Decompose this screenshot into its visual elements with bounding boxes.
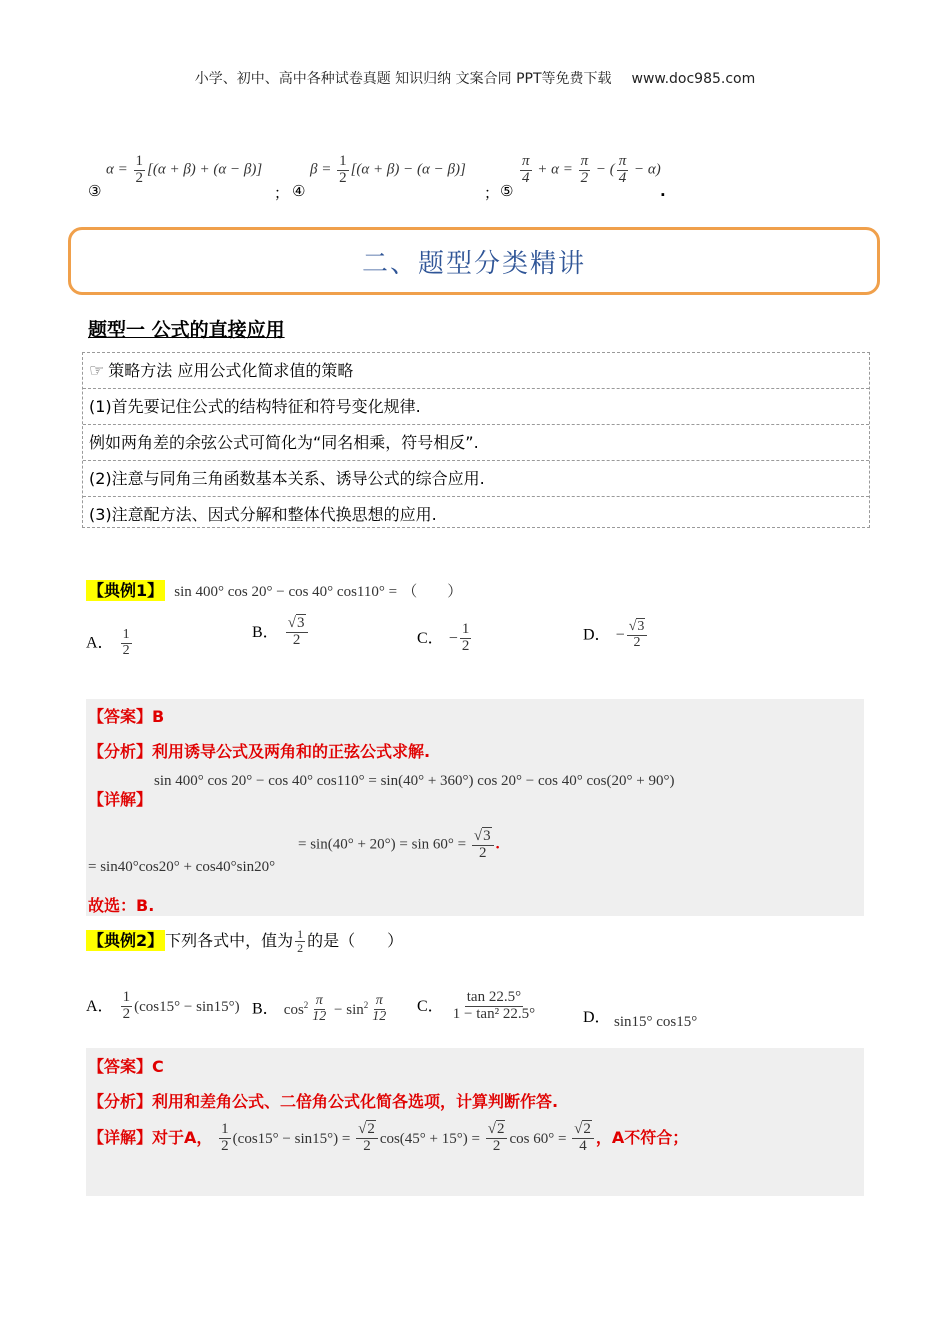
example-2-option-c-num: tan 22.5° bbox=[466, 989, 522, 1005]
marker-3: ③ bbox=[88, 182, 102, 200]
strategy-heading: 策略方法 应用公式化简求值的策略 bbox=[108, 361, 354, 380]
pointing-hand-icon: ☞ bbox=[89, 361, 105, 381]
type-title: 题型一 公式的直接应用 bbox=[88, 319, 285, 341]
example-1-option-b[interactable]: B． $\frac{√3}{2}$ bbox=[252, 616, 310, 649]
marker-5: ⑤ bbox=[500, 182, 514, 200]
section-title-box bbox=[68, 227, 880, 295]
formula-beta: β = $\frac{1}{2}$ [(α + β) − (α − β)] bbox=[310, 153, 466, 186]
sep-2: ； bbox=[484, 184, 500, 202]
example-1-detail-line-2a: = sin40°cos20° + cos40°sin20° bbox=[88, 859, 276, 875]
example-1-option-a[interactable]: A． $\frac{1}{2}$ bbox=[86, 627, 130, 658]
example-1-paren: （ ） bbox=[402, 584, 463, 600]
strategy-line: 例如两角差的余弦公式可简化为“同名相乘，符号相反”. bbox=[83, 425, 869, 461]
example-1-detail-line-2b: = sin(40° + 20°) = sin 60° = $\frac{√3}{2}$ . bbox=[298, 828, 500, 861]
example-1-tag: 【典例1】 bbox=[88, 581, 164, 600]
example-1-option-d[interactable]: D． − $\frac{√3}{2}$ bbox=[583, 620, 649, 650]
strategy-line: (2)注意与同角三角函数基本关系、诱导公式的综合应用. bbox=[83, 461, 869, 497]
example-2-option-b[interactable]: B． $\cos^2$ $\frac{\pi}{12}$ − $\sin^2$ $\frac{\pi}{12}$ bbox=[252, 993, 387, 1024]
example-1-detail-expr: = sin(40° + 20°) = sin 60° = bbox=[298, 836, 467, 853]
strategy-line: (3)注意配方法、因式分解和整体代换思想的应用. bbox=[89, 505, 437, 524]
page-header bbox=[0, 68, 950, 88]
example-2-option-c[interactable]: C． $\frac{\tan 22.5^\circ}{\text{1 − tan² 22.5°}}$ bbox=[417, 989, 536, 1022]
formula-pi: $\frac{\pi}{4}$ + α = $\frac{\pi}{2}$ − ( $\frac{\pi}{4}$ − α) bbox=[522, 153, 661, 186]
sep-1: ； bbox=[274, 184, 290, 202]
strategy-heading-row bbox=[83, 353, 869, 389]
example-2-option-a[interactable]: A． $\frac{1}{2}$ (cos15° − sin15°) bbox=[86, 989, 240, 1022]
example-1-option-c[interactable]: C． − $\frac{1}{2}$ bbox=[417, 621, 470, 654]
header-url[interactable]: www.doc985.com bbox=[631, 71, 756, 87]
example-2-option-d-expr: sin15° cos15° bbox=[614, 1014, 698, 1030]
example-2-detail-tail: ，A不符合； bbox=[595, 1127, 689, 1147]
example-1-analysis: 【分析】利用诱导公式及两角和的正弦公式求解. bbox=[88, 742, 431, 761]
section-title: 二、题型分类精讲 bbox=[361, 248, 586, 279]
example-1-detail-period: . bbox=[495, 835, 500, 853]
example-2-analysis: 【分析】利用和差角公式、二倍角公式化简各选项，计算判断作答. bbox=[88, 1092, 559, 1111]
example-2-option-d[interactable]: D． bbox=[583, 1009, 611, 1026]
example-1-question bbox=[86, 578, 462, 601]
example-2-detail-label: 【详解】对于A， bbox=[88, 1127, 213, 1147]
example-1-answer: 【答案】B bbox=[88, 707, 165, 726]
example-2-tag: 【典例2】 bbox=[88, 931, 164, 950]
example-2-prefix: 下列各式中，值为 bbox=[165, 931, 294, 950]
example-2-suffix: 的是（ ） bbox=[307, 931, 404, 950]
formula-end: . bbox=[660, 182, 666, 200]
example-2-answer: 【答案】C bbox=[88, 1057, 164, 1076]
marker-4: ④ bbox=[292, 182, 306, 200]
formula-row bbox=[88, 148, 888, 206]
example-1-answer-box bbox=[86, 699, 864, 916]
strategy-line: (1)首先要记住公式的结构特征和符号变化规律. bbox=[83, 389, 869, 425]
example-1-detail-label: 【详解】 bbox=[88, 790, 153, 809]
example-2-detail: 【详解】对于A， $\frac{1}{2}$ (cos15° − sin15°) = $\frac{√2}{2}$ cos(45° + 15°) = $\frac{√2}{2}$ cos 60° = $\frac{√2}{4}$ ，A不符合； bbox=[88, 1121, 689, 1154]
example-2-option-c-den: 1 − tan² 22.5° bbox=[452, 1005, 536, 1022]
example-1-detail-line-1: sin 400° cos 20° − cos 40° cos110° = sin(40° + 360°) cos 20° − cos 40° cos(20° + 90°) bbox=[154, 773, 675, 789]
example-1-expression: sin 400° cos 20° − cos 40° cos110° = bbox=[174, 584, 398, 600]
example-1-choose: 故选：B. bbox=[88, 896, 155, 915]
formula-alpha: α = $\frac{1}{2}$ [(α + β) + (α − β)] bbox=[106, 153, 263, 186]
strategy-box bbox=[82, 352, 870, 528]
example-2-question: 【典例2】 下列各式中，值为 $\frac{1}{2}$ 的是（ ） bbox=[88, 927, 404, 955]
header-text: 小学、初中、高中各种试卷真题 知识归纳 文案合同 PPT等免费下载 bbox=[194, 71, 612, 87]
example-2-answer-box bbox=[86, 1048, 864, 1196]
example-2-option-a-expr: (cos15° − sin15°) bbox=[134, 998, 240, 1015]
